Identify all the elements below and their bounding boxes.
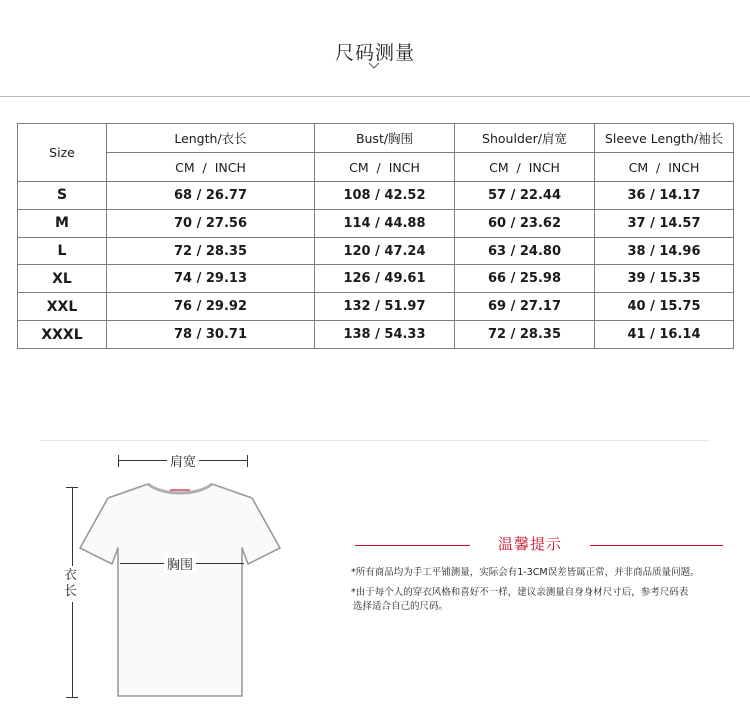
length-label <box>64 566 77 602</box>
chevron-down-icon <box>368 62 380 70</box>
table-cell: 120 / 47.24 <box>315 237 455 265</box>
length-measure-tick-top <box>66 487 78 488</box>
t-shirt-illustration <box>76 478 284 700</box>
unit-row <box>18 153 734 182</box>
table-header-row <box>18 124 734 153</box>
table-row <box>18 321 734 349</box>
bust-label: 胸围 <box>164 554 196 573</box>
table-cell: 66 / 25.98 <box>455 265 595 293</box>
column-header-shoulder: Shoulder/肩宽 <box>455 124 595 153</box>
size-column-header: Size <box>18 124 107 182</box>
length-label-char: 长 <box>64 584 78 599</box>
table-cell: 39 / 15.35 <box>595 265 734 293</box>
table-cell: 40 / 15.75 <box>595 293 734 321</box>
unit-label: CM / INCH <box>455 153 595 182</box>
table-row <box>18 209 734 237</box>
size-cell: S <box>18 182 107 210</box>
unit-label: CM / INCH <box>595 153 734 182</box>
table-cell: 72 / 28.35 <box>107 237 315 265</box>
table-cell: 70 / 27.56 <box>107 209 315 237</box>
length-label-char: 衣 <box>64 568 78 583</box>
table-cell: 37 / 14.57 <box>595 209 734 237</box>
table-cell: 126 / 49.61 <box>315 265 455 293</box>
size-cell: XXXL <box>18 321 107 349</box>
tips-note: *所有商品均为手工平铺测量，实际会有1-3CM误差皆属正常，并非商品质量问题。 <box>351 567 700 578</box>
page-title: 尺码测量 <box>334 42 415 64</box>
column-header-sleeve: Sleeve Length/袖长 <box>595 124 734 153</box>
unit-label: CM / INCH <box>315 153 455 182</box>
table-cell: 60 / 23.62 <box>455 209 595 237</box>
table-cell: 36 / 14.17 <box>595 182 734 210</box>
shoulder-label: 肩宽 <box>167 451 199 470</box>
table-cell: 69 / 27.17 <box>455 293 595 321</box>
shoulder-measure-tick-right <box>247 455 248 467</box>
length-measure-tick-bottom <box>66 697 78 698</box>
tips-note: 选择适合自己的尺码。 <box>353 601 449 612</box>
table-row <box>18 293 734 321</box>
table-cell: 138 / 54.33 <box>315 321 455 349</box>
table-cell: 76 / 29.92 <box>107 293 315 321</box>
table-cell: 132 / 51.97 <box>315 293 455 321</box>
tips-note: *由于每个人的穿衣风格和喜好不一样，建议亲测量自身身材尺寸后，参考尺码表 <box>351 587 689 598</box>
column-header-length: Length/衣长 <box>107 124 315 153</box>
size-cell: L <box>18 237 107 265</box>
tips-title: 温馨提示 <box>470 533 590 554</box>
table-cell: 68 / 26.77 <box>107 182 315 210</box>
table-cell: 41 / 16.14 <box>595 321 734 349</box>
table-row <box>18 182 734 210</box>
table-cell: 114 / 44.88 <box>315 209 455 237</box>
table-cell: 78 / 30.71 <box>107 321 315 349</box>
size-cell: XL <box>18 265 107 293</box>
table-cell: 63 / 24.80 <box>455 237 595 265</box>
size-cell: XXL <box>18 293 107 321</box>
unit-label: CM / INCH <box>107 153 315 182</box>
table-cell: 72 / 28.35 <box>455 321 595 349</box>
table-cell: 108 / 42.52 <box>315 182 455 210</box>
table-cell: 74 / 29.13 <box>107 265 315 293</box>
size-chart-table <box>17 123 734 349</box>
title-divider <box>0 96 750 97</box>
table-row <box>18 265 734 293</box>
table-row <box>18 237 734 265</box>
section-divider <box>40 440 710 441</box>
table-cell: 57 / 22.44 <box>455 182 595 210</box>
shoulder-measure-tick-left <box>118 455 119 467</box>
column-header-bust: Bust/胸围 <box>315 124 455 153</box>
table-cell: 38 / 14.96 <box>595 237 734 265</box>
size-cell: M <box>18 209 107 237</box>
